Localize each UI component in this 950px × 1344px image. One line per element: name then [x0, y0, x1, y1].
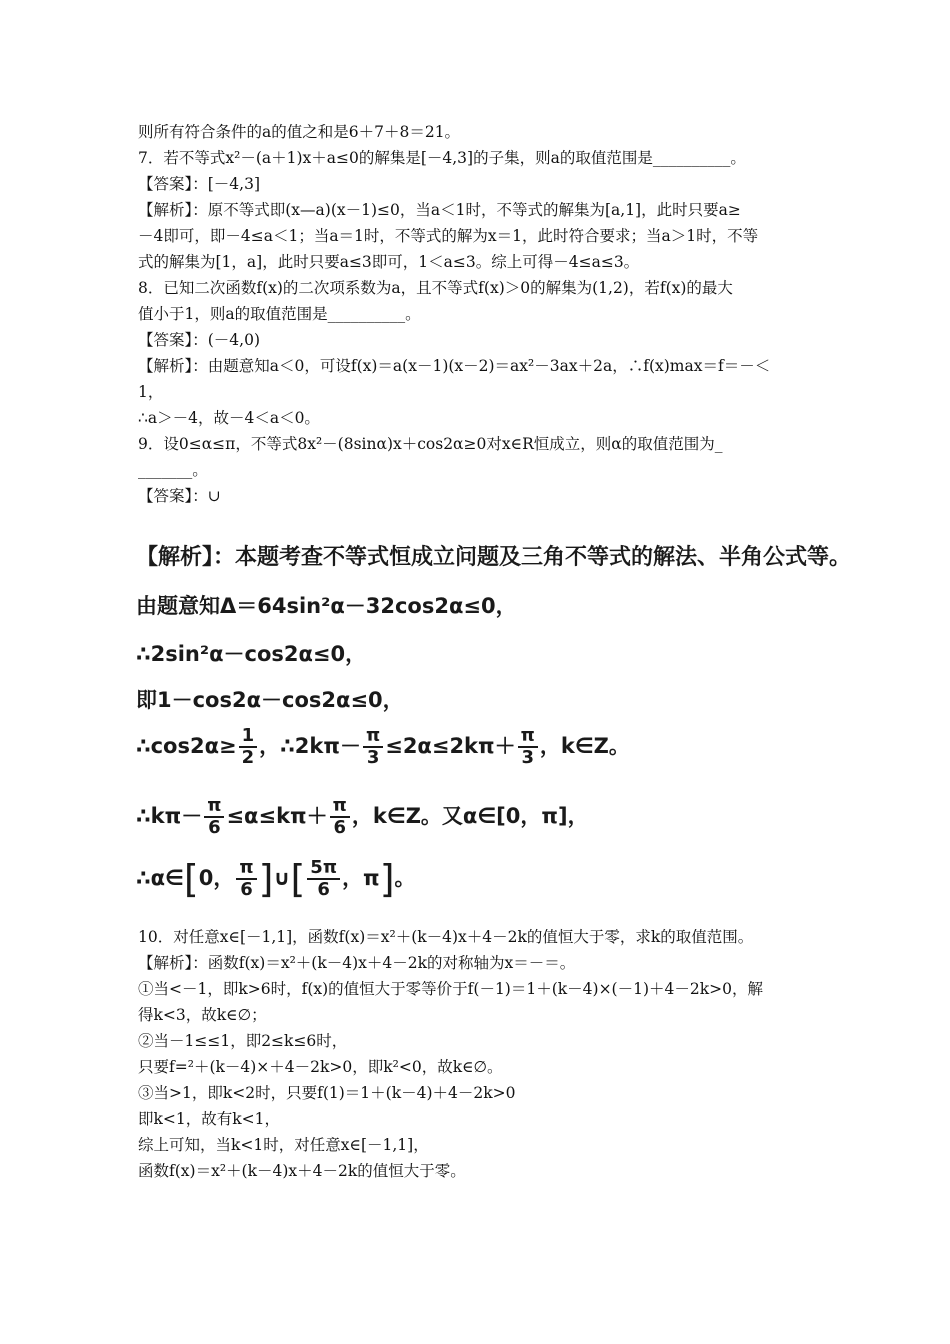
solution-7-line: －4即可，即－4≤a＜1；当a＝1时，不等式的解为x＝1，此时符合要求；当a＞1时，不等 [138, 227, 759, 245]
step-text: 。 [394, 866, 416, 890]
fraction [363, 726, 383, 768]
fraction [239, 726, 258, 768]
numerator: π [236, 858, 256, 880]
numerator: 5π [307, 858, 340, 880]
numerator: π [363, 726, 383, 748]
fraction [518, 726, 538, 768]
question-9: 9．设0≤α≤π，不等式8x²－(8sinα)x＋cos2α≥0对x∈R恒成立，则α的取值范围为_ [138, 435, 723, 453]
denominator: 3 [366, 747, 380, 768]
solution-9-step: ∴2sin²α－cos2α≤0， [136, 642, 367, 666]
left-bracket: [ [183, 857, 199, 901]
numerator: 1 [239, 726, 258, 748]
union-symbol: ∪ [273, 866, 291, 890]
solution-9-step: 由题意知Δ＝64sin²α－32cos2α≤0， [136, 594, 517, 618]
solution-10-line: 综上可知，当k<1时，对任意x∈[－1,1]， [138, 1136, 429, 1154]
solution-7-line: 【解析】：原不等式即(x—a)(x－1)≤0，当a＜1时，不等式的解集为[a,1]，此时只要a≥ [138, 201, 741, 219]
right-bracket: ] [258, 857, 274, 901]
solution-10-line: 只要f=²＋(k－4)×＋4－2k>0，即k²<0，故k∈∅。 [138, 1058, 503, 1076]
solution-7-line: 式的解集为[1，a]，此时只要a≤3即可，1＜a≤3。综上可得－4≤a≤3。 [138, 253, 640, 271]
numerator: π [204, 796, 224, 818]
step-text: ∴cos2α≥ [136, 734, 237, 758]
denominator: 6 [317, 879, 330, 900]
step-text: ，k∈Z。又α∈[0，π]， [351, 804, 589, 828]
denominator: 6 [333, 817, 347, 838]
solution-8-line: 【解析】：由题意知a＜0，可设f(x)＝a(x－1)(x－2)＝ax²－3ax＋2a，∴f(x)max＝f＝－＜ [138, 357, 771, 375]
solution-10-line: 得k<3，故k∈∅； [138, 1006, 267, 1024]
right-bracket: ] [379, 857, 395, 901]
denominator: 6 [240, 879, 253, 900]
step-text: ≤2α≤2kπ＋ [385, 734, 516, 758]
answer-7: 【答案】：[－4,3] [138, 175, 260, 193]
solution-10-line: ③当>1，即k<2时，只要f(1)＝1＋(k－4)＋4－2k>0 [138, 1084, 516, 1102]
fraction [236, 858, 256, 900]
solution-10-line: 【解析】：函数f(x)＝x²＋(k－4)x＋4－2k的对称轴为x＝－＝。 [138, 954, 576, 972]
step-text: ≤α≤kπ＋ [226, 804, 328, 828]
question-10: 10．对任意x∈[－1,1]，函数f(x)＝x²＋(k－4)x＋4－2k的值恒大于零，求k的取值范围。 [138, 928, 754, 946]
solution-10-line: ①当<－1，即k>6时，f(x)的值恒大于零等价于f(－1)＝1＋(k－4)×(－1)＋4－2k>0，解 [138, 980, 763, 998]
step-text: ∴kπ－ [136, 804, 203, 828]
answer-8: 【答案】：(－4,0) [138, 331, 260, 349]
solution-9-image [132, 538, 872, 916]
solution-9-step [136, 726, 630, 768]
step-text: ∴α∈ [136, 866, 184, 890]
step-text: 0， [198, 866, 235, 890]
step-text: ，∴2kπ－ [259, 734, 361, 758]
question-8-cont: 值小于1，则a的取值范围是__________。 [138, 305, 421, 323]
solution-9-step [136, 796, 589, 838]
left-bracket: [ [290, 857, 306, 901]
step-text: ，k∈Z。 [539, 734, 630, 758]
question-7: 7．若不等式x²－(a＋1)x＋a≤0的解集是[－4,3]的子集，则a的取值范围是__________。 [138, 149, 746, 167]
numerator: π [330, 796, 350, 818]
step-text: ，π [342, 866, 380, 890]
fraction [330, 796, 350, 838]
denominator: 2 [241, 747, 255, 768]
answer-9: 【答案】：∪ [138, 487, 221, 505]
solution-10-line: ②当－1≤≤1，即2≤k≤6时， [138, 1032, 348, 1050]
solution-10-line: 即k<1，故有k<1， [138, 1110, 280, 1128]
question-9-cont: _______。 [138, 461, 208, 479]
denominator: 6 [208, 817, 221, 838]
fraction [307, 858, 340, 900]
question-8: 8．已知二次函数f(x)的二次项系数为a，且不等式f(x)＞0的解集为(1,2)，若f(x)的最大 [138, 279, 733, 297]
solution-8-line: ∴a＞－4，故－4＜a＜0。 [138, 409, 320, 427]
numerator: π [518, 726, 538, 748]
text-line: 则所有符合条件的a的值之和是6＋7＋8＝21。 [138, 123, 461, 141]
solution-8-line: 1， [138, 383, 164, 401]
denominator: 3 [521, 747, 535, 768]
fraction [204, 796, 224, 838]
solution-9-result [136, 858, 416, 900]
solution-9-heading: 【解析】：本题考查不等式恒成立问题及三角不等式的解法、半角公式等。 [136, 545, 852, 570]
solution-9-step: 即1－cos2α－cos2α≤0， [136, 688, 404, 712]
solution-10-line: 函数f(x)＝x²＋(k－4)x＋4－2k的值恒大于零。 [138, 1162, 466, 1180]
